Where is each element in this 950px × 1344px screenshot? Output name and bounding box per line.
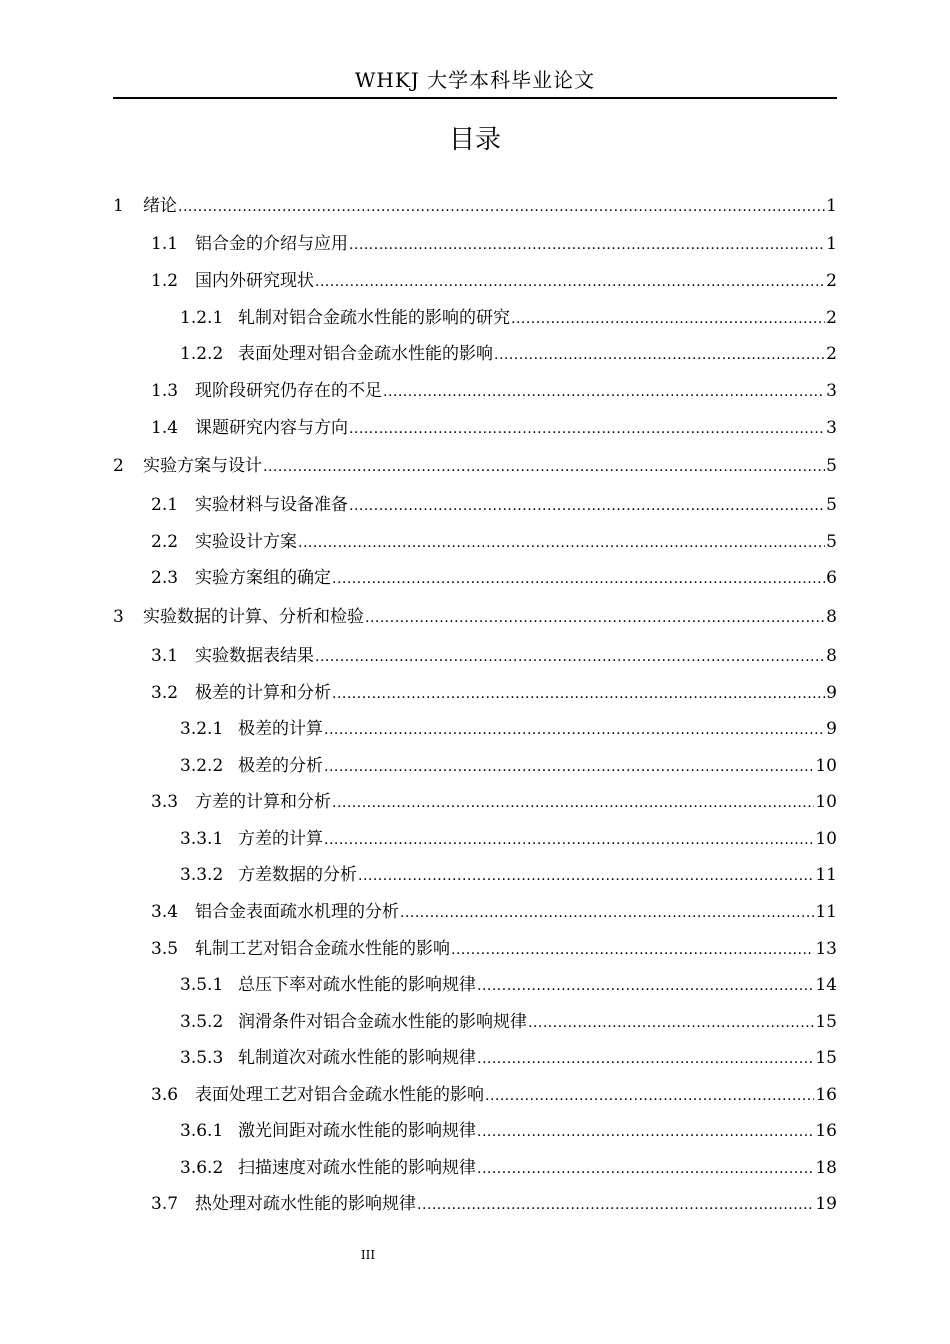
dot-leader (528, 1010, 814, 1036)
toc-entry-number: 3.5.2 (180, 1012, 224, 1032)
page-number: III (360, 1248, 376, 1262)
toc-entry-page: 18 (815, 1158, 837, 1178)
toc-entry-label: 实验设计方案 (195, 532, 297, 552)
toc-entry[interactable] (180, 1009, 837, 1035)
toc-entry[interactable] (180, 1045, 837, 1071)
toc-entry-page: 10 (815, 829, 837, 849)
toc-entry-label: 轧制道次对疏水性能的影响规律 (238, 1048, 476, 1068)
toc-entry-label: 方差数据的分析 (238, 865, 357, 885)
dot-leader (494, 342, 825, 368)
toc-entry[interactable] (180, 1155, 837, 1181)
toc-entry[interactable] (113, 193, 837, 219)
dot-leader (324, 827, 814, 853)
toc-entry-number: 3.2 (151, 683, 179, 703)
dot-leader (332, 681, 825, 707)
toc-entry-label: 绪论 (143, 196, 177, 216)
toc-entry-label: 实验方案与设计 (143, 456, 262, 476)
toc-entry-label: 总压下率对疏水性能的影响规律 (238, 975, 476, 995)
toc-entry[interactable] (151, 936, 837, 962)
toc-entry-label: 表面处理工艺对铝合金疏水性能的影响 (195, 1085, 484, 1105)
toc-entry-page: 2 (826, 308, 837, 328)
dot-leader (324, 717, 825, 743)
toc-title: 目录 (448, 125, 501, 155)
toc-entry-label: 实验材料与设备准备 (195, 495, 348, 515)
toc-entry-page: 2 (826, 271, 837, 291)
toc-entry-label: 热处理对疏水性能的影响规律 (195, 1194, 416, 1214)
toc-entry-label: 实验方案组的确定 (195, 568, 331, 588)
dot-leader (332, 790, 814, 816)
toc-entry-number: 3.5 (151, 939, 179, 959)
toc-entry-page: 3 (826, 418, 837, 438)
dot-leader (349, 232, 825, 258)
toc-entry-number: 1.2.2 (180, 344, 224, 364)
toc-entry-label: 表面处理对铝合金疏水性能的影响 (238, 344, 493, 364)
toc-entry[interactable] (180, 753, 837, 779)
toc-entry-page: 10 (815, 756, 837, 776)
toc-entry-label: 铝合金的介绍与应用 (195, 234, 348, 254)
toc-entry-number: 2.3 (151, 568, 179, 588)
dot-leader (477, 1046, 814, 1072)
toc-entry[interactable] (151, 899, 837, 925)
toc-entry-page: 9 (826, 719, 837, 739)
toc-entry-number: 1.4 (151, 418, 179, 438)
dot-leader (178, 194, 825, 220)
toc-entry-label: 极差的计算和分析 (195, 683, 331, 703)
dot-leader (358, 863, 814, 889)
toc-entry-number: 3.1 (151, 646, 179, 666)
toc-entry-label: 极差的分析 (238, 756, 323, 776)
toc-entry-page: 16 (815, 1121, 837, 1141)
toc-entry-page: 8 (826, 607, 837, 627)
toc-entry[interactable] (151, 789, 837, 815)
dot-leader (349, 416, 825, 442)
toc-entry[interactable] (151, 378, 837, 404)
toc-entry[interactable] (151, 268, 837, 294)
toc-entry-label: 润滑条件对铝合金疏水性能的影响规律 (238, 1012, 527, 1032)
dot-leader (298, 530, 825, 556)
dot-leader (477, 1119, 814, 1145)
toc-entry-page: 11 (815, 902, 837, 922)
toc-entry-number: 3.4 (151, 902, 179, 922)
toc-entry-page: 11 (815, 865, 837, 885)
toc-entry-label: 课题研究内容与方向 (195, 418, 348, 438)
toc-entry-label: 方差的计算 (238, 829, 323, 849)
toc-entry-label: 轧制工艺对铝合金疏水性能的影响 (195, 939, 450, 959)
toc-entry-label: 现阶段研究仍存在的不足 (195, 381, 382, 401)
toc-entry-number: 3.6 (151, 1085, 179, 1105)
toc-entry-number: 1.3 (151, 381, 179, 401)
toc-entry-number: 1.1 (151, 234, 179, 254)
toc-entry[interactable] (180, 305, 837, 331)
toc-entry-page: 15 (815, 1048, 837, 1068)
toc-entry[interactable] (180, 341, 837, 367)
toc-entry[interactable] (151, 231, 837, 257)
toc-entry-number: 3.5.3 (180, 1048, 224, 1068)
toc-entry-page: 1 (826, 196, 837, 216)
toc-entry-label: 极差的计算 (238, 719, 323, 739)
toc-entry-number: 3.7 (151, 1194, 179, 1214)
dot-leader (263, 454, 825, 480)
toc-entry[interactable] (151, 643, 837, 669)
dot-leader (417, 1192, 814, 1218)
toc-entry-label: 轧制对铝合金疏水性能的影响的研究 (238, 308, 510, 328)
toc-entry[interactable] (151, 415, 837, 441)
toc-entry-page: 13 (815, 939, 837, 959)
dot-leader (485, 1083, 814, 1109)
toc-entry-number: 2.1 (151, 495, 179, 515)
toc-entry[interactable] (151, 492, 837, 518)
header-rule (113, 97, 837, 99)
toc-entry-number: 2.2 (151, 532, 179, 552)
toc-entry-number: 3.3.2 (180, 865, 224, 885)
dot-leader (400, 900, 814, 926)
toc-entry-page: 2 (826, 344, 837, 364)
dot-leader (315, 269, 825, 295)
toc-entry-page: 5 (826, 456, 837, 476)
toc-entry-number: 1.2 (151, 271, 179, 291)
dot-leader (477, 1156, 814, 1182)
toc-entry-number: 3.3.1 (180, 829, 224, 849)
toc-entry-page: 16 (815, 1085, 837, 1105)
toc-entry[interactable] (113, 604, 837, 630)
toc-entry-page: 3 (826, 381, 837, 401)
toc-entry-number: 1 (113, 196, 124, 216)
toc-entry-number: 2 (113, 456, 124, 476)
toc-entry[interactable] (151, 529, 837, 555)
toc-entry-label: 激光间距对疏水性能的影响规律 (238, 1121, 476, 1141)
dot-leader (477, 973, 814, 999)
toc-entry[interactable] (180, 716, 837, 742)
toc-entry[interactable] (180, 972, 837, 998)
toc-entry-number: 3 (113, 607, 124, 627)
dot-leader (383, 379, 825, 405)
toc-entry[interactable] (113, 453, 837, 479)
toc-entry-number: 1.2.1 (180, 308, 224, 328)
toc-entry[interactable] (151, 1191, 837, 1217)
toc-entry-page: 5 (826, 495, 837, 515)
toc-entry-number: 3.6.1 (180, 1121, 224, 1141)
dot-leader (511, 306, 825, 332)
toc-entry-number: 3.3 (151, 792, 179, 812)
dot-leader (451, 937, 814, 963)
dot-leader (349, 493, 825, 519)
toc-entry-page: 10 (815, 792, 837, 812)
toc-entry-page: 8 (826, 646, 837, 666)
running-header: WHKJ 大学本科毕业论文 (354, 68, 596, 92)
toc-entry-label: 实验数据的计算、分析和检验 (143, 607, 364, 627)
toc-entry-label: 方差的计算和分析 (195, 792, 331, 812)
toc-entry[interactable] (151, 1082, 837, 1108)
toc-entry-label: 铝合金表面疏水机理的分析 (195, 902, 399, 922)
toc-entry[interactable] (151, 565, 837, 591)
dot-leader (315, 644, 825, 670)
toc-entry-number: 3.5.1 (180, 975, 224, 995)
dot-leader (365, 605, 825, 631)
toc-entry-page: 5 (826, 532, 837, 552)
toc-entry[interactable] (151, 680, 837, 706)
toc-entry-number: 3.6.2 (180, 1158, 224, 1178)
toc-entry-label: 国内外研究现状 (195, 271, 314, 291)
toc-entry[interactable] (180, 1118, 837, 1144)
toc-entry-page: 1 (826, 234, 837, 254)
toc-entry-page: 14 (815, 975, 837, 995)
toc-entry-label: 扫描速度对疏水性能的影响规律 (238, 1158, 476, 1178)
toc-entry-number: 3.2.1 (180, 719, 224, 739)
toc-entry[interactable] (180, 862, 837, 888)
dot-leader (324, 754, 814, 780)
toc-entry-page: 9 (826, 683, 837, 703)
dot-leader (332, 566, 825, 592)
toc-entry-page: 19 (815, 1194, 837, 1214)
toc-entry-page: 6 (826, 568, 837, 588)
toc-entry[interactable] (180, 826, 837, 852)
toc-entry-label: 实验数据表结果 (195, 646, 314, 666)
toc-entry-number: 3.2.2 (180, 756, 224, 776)
toc-entry-page: 15 (815, 1012, 837, 1032)
